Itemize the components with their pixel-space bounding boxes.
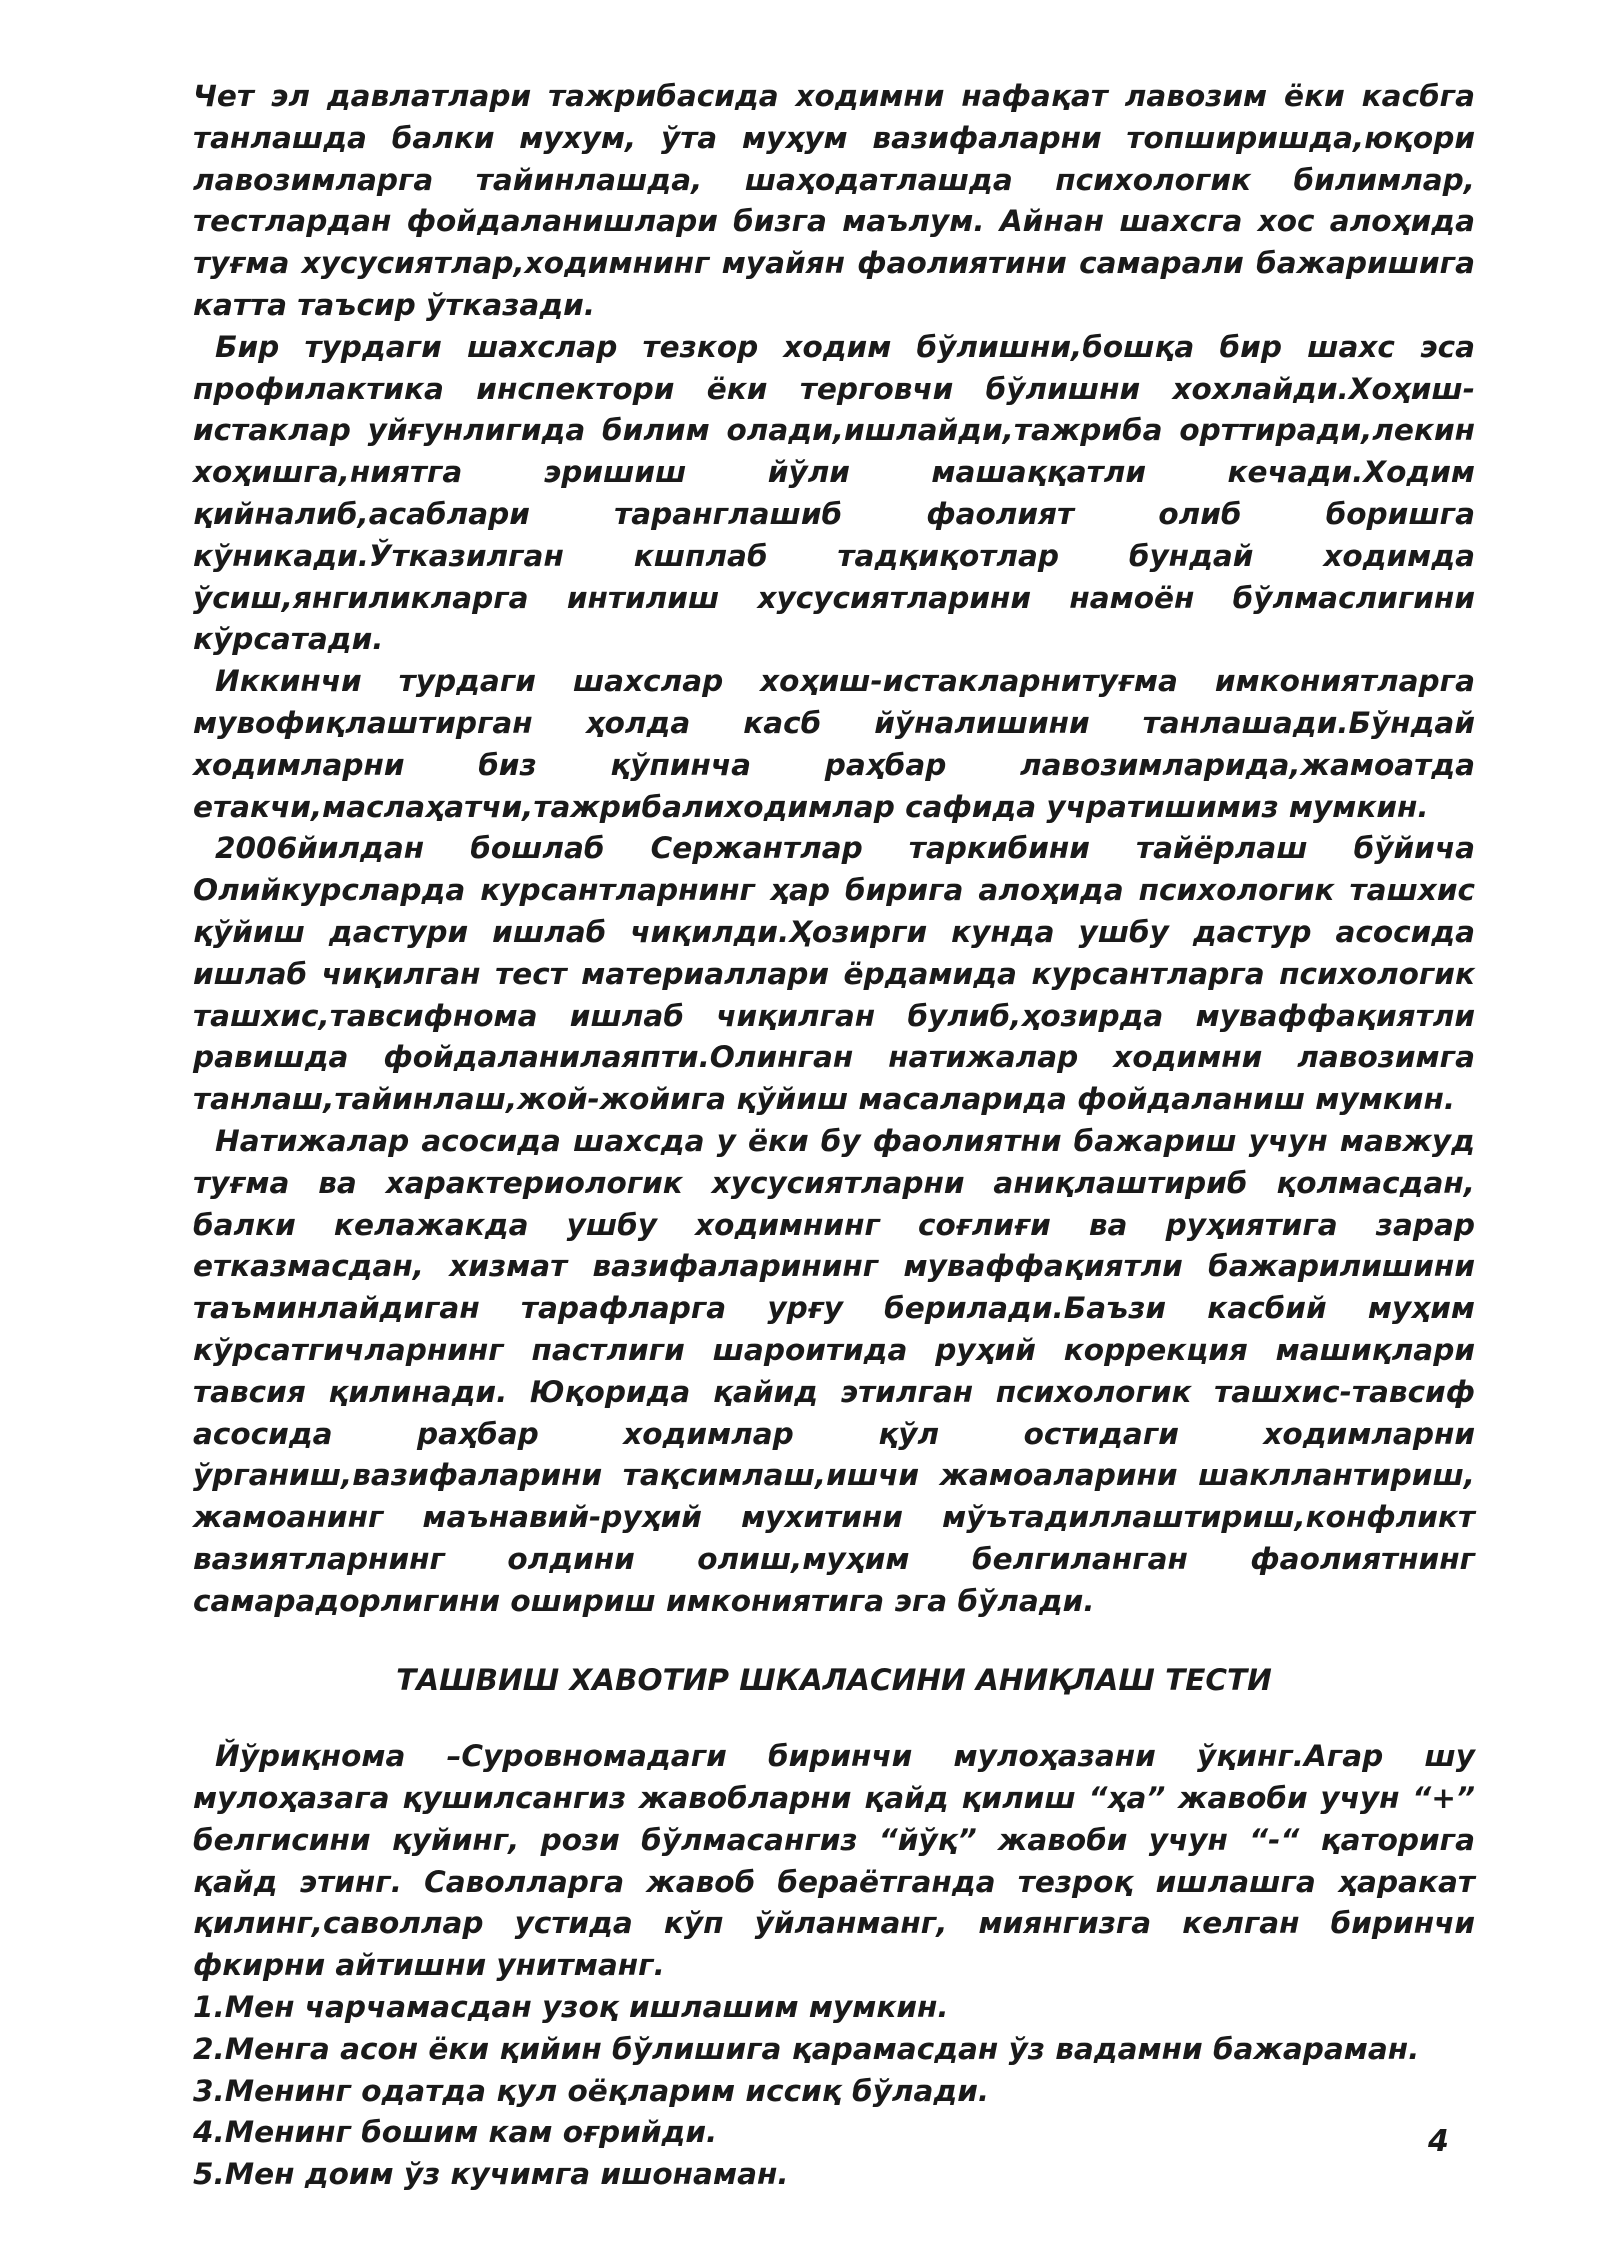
document-page bbox=[193, 76, 1475, 2196]
paragraph-first-type: Бир турдаги шахслар тезкор ходим бўлишни,бошқа бир шахс эса профилактика инспектори ёки терговчи бўлишни хохлайди.Хоҳиш-истаклар уйғунлигида билим олади,ишлайди,тажриба орттиради,лекин хоҳишга,ниятга эришиш йўли машаққатли кечади.Ходим қийналиб,асаблари таранглашиб фаолият олиб боришга кўникади.Ўтказилган кшплаб тадқиқотлар бундай ходимда ўсиш,янгиликларга интилиш хусусиятларини намоён бўлмаслигини кўрсатади. bbox=[193, 329, 1475, 657]
paragraph-second-type: Иккинчи турдаги шахслар хоҳиш-истакларнитуғма имкониятларга мувофиқлаштирган ҳолда касб йўналишини танлашади.Бўндай ходимларни биз қўпинча раҳбар лавозимларида,жамоатда етакчи,маслаҳатчи,тажрибалиходимлар сафида учратишимиз мумкин. bbox=[193, 664, 1475, 824]
list-item: 4.Менинг бошим кам оғрийди. bbox=[193, 2115, 718, 2150]
paragraph-foreign-experience: Чет эл давлатлари тажрибасида ходимни нафақат лавозим ёки касбга танлашда балки мухум, ўта муҳум вазифаларни топширишда,юқори лавозимларга тайинлашда, шаҳодатлашда психологик билимлар, тестлардан фойдаланишлари бизга маълум. Айнан шахсга хос алоҳида туғма хусусиятлар,ходимнинг муайян фаолиятини самарали бажаришига катта таъсир ўтказади. bbox=[193, 79, 1475, 322]
list-item: 2.Менга асон ёки қийин бўлишига қарамасдан ўз вадамни бажараман. bbox=[193, 2031, 1420, 2066]
paragraph-results: Натижалар асосида шахсда у ёки бу фаолиятни бажариш учун мавжуд туғма ва характериологик хусусиятларни аниқлаштириб қолмасдан, балки келажакда ушбу ходимнинг соғлиғи ва руҳиятига зарар етказмасдан, хизмат вазифаларининг муваффақиятли бажарилишини таъминлайдиган тарафларга урғу берилади.Баъзи касбий муҳим кўрсатгичларнинг пастлиги шароитида руҳий коррекция машиқлари тавсия қилинади. Юқорида қайид этилган психологик ташхис-тавсиф асосида раҳбар ходимлар қўл остидаги ходимларни ўрганиш,вазифаларини тақсимлаш,ишчи жамоаларини шакллантириш, жамоанинг маънавий-руҳий мухитини мўътадиллаштириш,конфликт вазиятларнинг олдини олиш,муҳим белгиланган фаолиятнинг самарадорлигини ошириш имкониятига эга бўлади. bbox=[193, 1123, 1475, 1618]
list-item: 1.Мен чарчамасдан узоқ ишлашим мумкин. bbox=[193, 1990, 949, 2025]
test-heading: ТАШВИШ ХАВОТИР ШКАЛАСИНИ АНИҚЛАШ ТЕСТИ bbox=[396, 1663, 1272, 1698]
list-item: 5.Мен доим ўз кучимга ишонаман. bbox=[193, 2157, 789, 2192]
list-item: 3.Менинг одатда қул оёқларим иссиқ бўлади. bbox=[193, 2073, 990, 2108]
instruction-paragraph: Йўриқнома –Суровномадаги биринчи мулоҳазани ўқинг.Агар шу мулоҳазага қушилсангиз жавобларни қайд қилиш “ҳа” жавоби учун “+” белгисини қуйинг, рози бўлмасангиз “йўқ” жавоби учун “-“ қаторига қайд этинг. Саволларга жавоб бераётганда тезроқ ишлашга ҳаракат қилинг,саволлар устида кўп ўйланманг, миянгизга келган биринчи фкирни айтишни унитманг. bbox=[193, 1739, 1475, 1983]
page-number: 4 bbox=[1428, 2124, 1449, 2159]
paragraph-program-2006: 2006йилдан бошлаб Сержантлар таркибини тайёрлаш бўйича Олийкурсларда курсантларнинг ҳар бирига алоҳида психологик ташхис қўйиш дастури ишлаб чиқилди.Ҳозирги кунда ушбу дастур асосида ишлаб чиқилган тест материаллари ёрдамида курсантларга психологик ташхис,тавсифнома ишлаб чиқилган булиб,ҳозирда муваффақиятли равишда фойдаланилаяпти.Олинган натижалар ходимни лавозимга танлаш,тайинлаш,жой-жойига қўйиш масаларида фойдаланиш мумкин. bbox=[193, 831, 1475, 1117]
test-items-list bbox=[193, 1987, 1475, 2196]
